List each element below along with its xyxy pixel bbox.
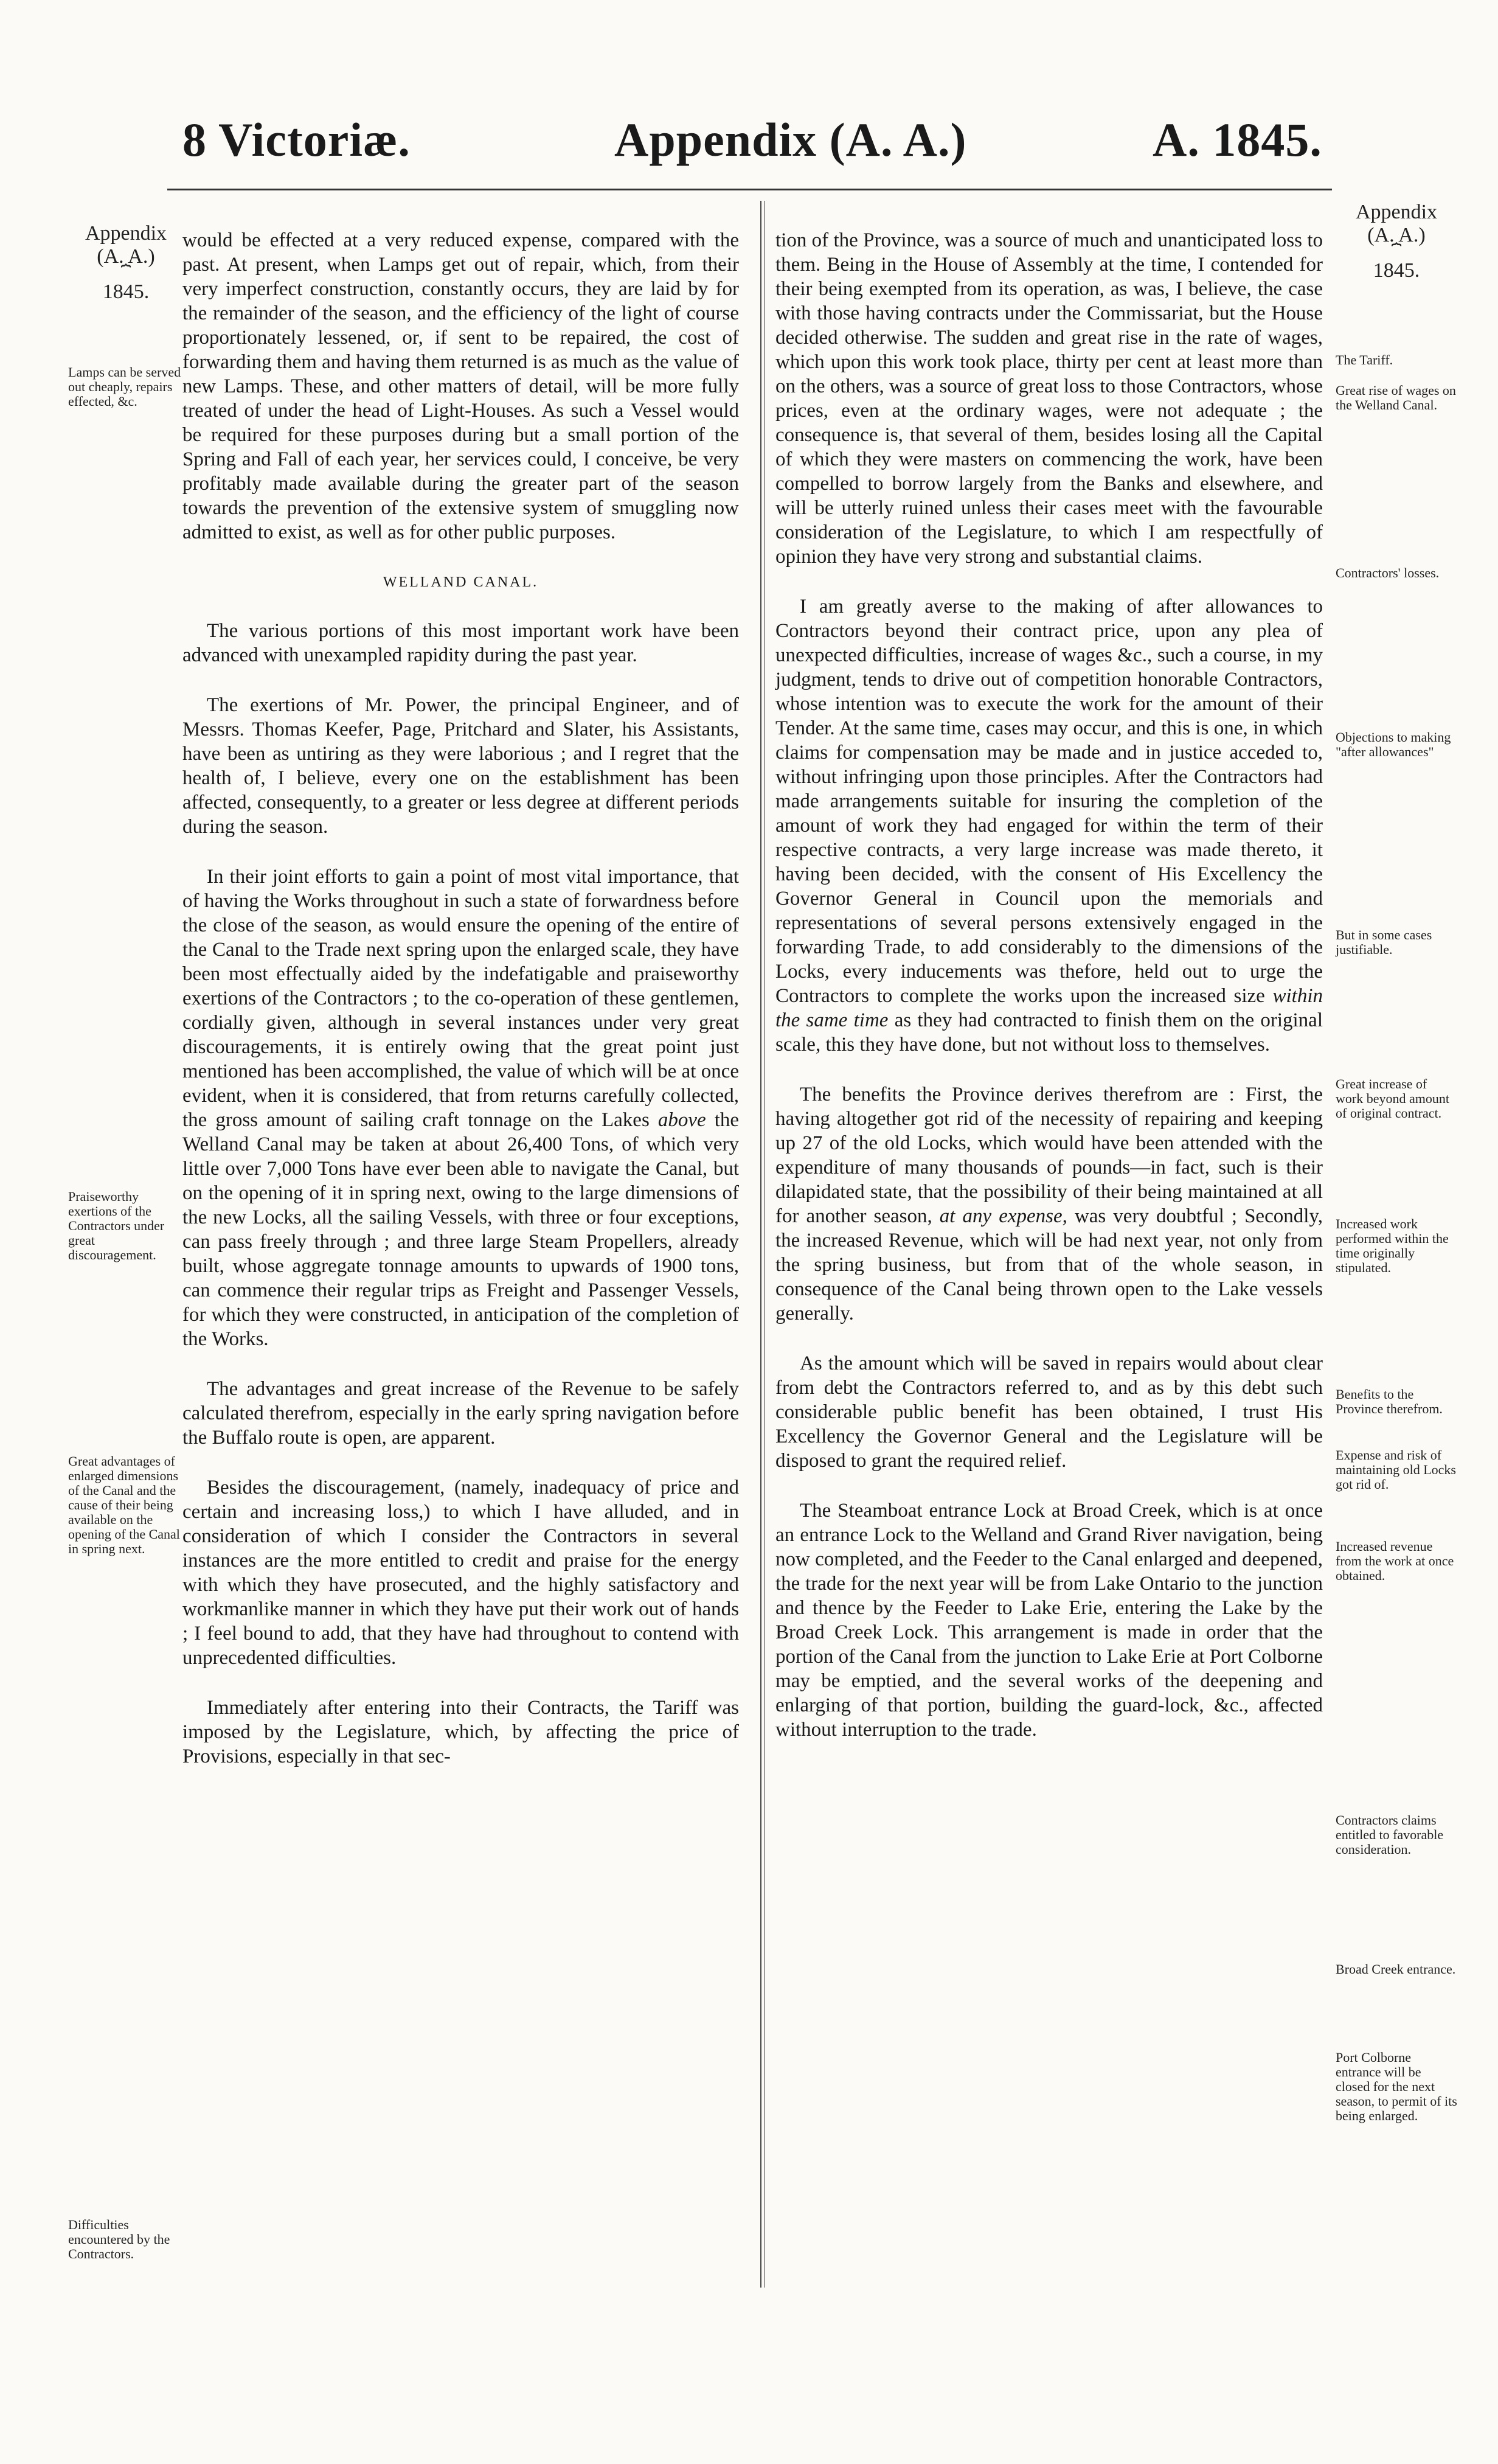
paragraph: The Steamboat entrance Lock at Broad Creek, which is at once an entrance Lock to the Welland and Grand River navigation, being now completed, and the Feeder to the Canal enlarged and deepened, the trade for the next year will be from Lake Ontario to the junction and thence by the Feeder to Lake Erie, entering the Lake by the Broad Creek Lock. This arrangement is made in order that the portion of the Canal from the junction to Lake Erie at Port Colborne may be emptied, and the several works of the deepening and enlarging of that portion, building the guard-lock, &c., affected without interruption to the trade.: [775, 1500, 1323, 1741]
emphasis: within the same time: [775, 985, 1323, 1031]
right-appendix-mark: [1336, 201, 1457, 282]
text-run: The benefits the Province derives therefrom are : First, the having altogether got rid of the necessity of repairing and keeping up 27 of the old Locks, which would have been attended with the expenditure of many thousands of pounds—in fact, such is their dilapidated state, that the possibility of their being maintained at all for another season,: [775, 1084, 1323, 1227]
paragraph: would be effected at a very reduced expense, compared with the past. At present, when Lamps get out of repair, which, from their very imperfect construction, constantly occurs, they are laid by for the remainder of the season, and the efficiency of the light of course proportionately lessened, or, if sent to be repaired, the cost of forwarding them and having them returned is as much as the value of new Lamps. These, and other matters of detail, will be more fully treated of under the head of Light-Houses. As such a Vessel would be required for these purposes during but a small portion of the Spring and Fall of each year, her services could, I conceive, be very profitably made available during the greater part of the season towards the prevention of the extensive system of smuggling now admitted to exist, as well as for other public purposes.: [182, 229, 739, 543]
brace-glyph: ⏞: [120, 265, 131, 284]
text-run: I am greatly averse to the making of after allowances to Contractors beyond their contract price, upon any plea of unexpected difficulties, increase of wages &c., such a course, in my judgment, tends to drive out of competition honorable Contractors, whose intention was to execute the work for the amount of their Tender. At the same time, cases may occur, and this is one, in which claims for compensation may be made and in justice acceded to, without infringing upon those principles. After the Contractors had made arrangements suitable for insuring the completion of the amount of work they had engaged for within the term of their respective contracts, a very large increase was made thereto, it having been decided, with the consent of His Excellency the Governor General in Council upon the memorials and representations of several persons extensively engaged in the forwarding Trade, to add considerably to the dimensions of the Locks, every inducements was thefore, held out to urge the Contractors to complete the works upon the increased size: [775, 596, 1323, 1007]
text-run: as they had contracted to finish them on the original scale, this they have done, but not without loss to themselves.: [775, 1009, 1323, 1056]
text-run: was very doubtful ; Secondly, the increased Revenue, which will be had next year, not only from the spring business, but from that of the whole season, in consequence of the Canal being thrown open to the Lake vessels generally.: [775, 1205, 1323, 1324]
margin-note: Increased revenue from the work at once obtained.: [1336, 1539, 1454, 1583]
left-appendix-mark: [68, 222, 184, 304]
margin-note: Expense and risk of maintaining old Locks got rid of.: [1336, 1447, 1456, 1492]
regnal-year: 8 Victoriæ.: [182, 113, 411, 166]
margin-note: Lamps can be served out cheaply, repairs effected, &c.: [68, 364, 181, 409]
paragraph-with-emphasis: [775, 1082, 1323, 1326]
right-column: [775, 228, 1323, 1767]
margin-note: Difficulties encountered by the Contractors.: [68, 2217, 170, 2261]
paragraph: The exertions of Mr. Power, the principal Engineer, and of Messrs. Thomas Keefer, Page, Pritchard and Slater, his Assistants, have been as untiring as they were laborious ; and I regret that the health of, I believe, every one on the establishment has been affected, consequently, to a greater or less degree at different periods during the season.: [182, 694, 739, 838]
emphasis: above: [657, 1109, 706, 1131]
column-divider: [760, 201, 761, 2288]
section-heading: WELLAND CANAL.: [383, 574, 539, 590]
margin-note: Great advantages of enlarged dimensions of the Canal and the cause of their being available on the opening of the Canal in spring next.: [68, 1453, 180, 1556]
margin-note: But in some cases justifiable.: [1336, 927, 1432, 957]
margin-note: Increased work performed within the time originally stipulated.: [1336, 1216, 1449, 1275]
text-run: the Welland Canal may be taken at about 26,400 Tons, of which very little over 7,000 Tons have ever been able to navigate the Canal, but on the opening of it in spring next, owing to the large dimensions of the new Locks, all the sailing Vessels, with three or four exceptions, can pass freely through ; and three large Steam Propellers, already built, whose aggregate tonnage amounts to upwards of 1900 tons, can commence their regular trips as Freight and Passenger Vessels, for which they were constructed, in anticipation of the completion of the Works.: [182, 1109, 740, 1350]
margin-note: Contractors' losses.: [1336, 565, 1440, 580]
year-label: A. 1845.: [1153, 113, 1322, 166]
appendix-label: Appendix: [1355, 201, 1438, 223]
appendix-ref: (A. A.): [1367, 224, 1426, 246]
margin-note: Port Colborne entrance will be closed for the next season, to permit of its being enlarged.: [1336, 2050, 1457, 2123]
margin-note: The Tariff.: [1336, 352, 1393, 367]
appendix-label: Appendix: [85, 222, 167, 245]
header-rule: [167, 189, 1332, 190]
margin-note: Praiseworthy exertions of the Contractors under great discouragement.: [68, 1189, 165, 1262]
page-header: [0, 0, 1498, 183]
margin-note: Benefits to the Province therefrom.: [1336, 1387, 1443, 1416]
margin-note: Great rise of wages on the Welland Canal.: [1336, 383, 1456, 412]
paragraph: The advantages and great increase of the Revenue to be safely calculated therefrom, especially in the early spring navigation before the Buffalo route is open, are apparent.: [182, 1378, 739, 1449]
column-divider-inner: [764, 201, 765, 2288]
paragraph: Besides the discouragement, (namely, inadequacy of price and certain and increasing loss,) to which I have alluded, and in consideration of which I consider the Contractors in several instances are the more entitled to credit and praise for the energy with which they have prosecuted, and the highly satisfactory and workmanlike manner in which they have put their work out of hands ; I feel bound to add, that they have had throughout to contend with unprecedented difficulties.: [182, 1477, 739, 1669]
brace-glyph: ⏞: [1391, 243, 1402, 262]
paragraph: As the amount which will be saved in repairs would about clear from debt the Contractors referred to, and as by this debt such considerable public benefit has been obtained, I trust His Excellency the Governor General and the Legislature will be disposed to grant the required relief.: [775, 1352, 1323, 1472]
paragraph: The various portions of this most important work have been advanced with unexampled rapidity during the past year.: [182, 620, 739, 666]
margin-note: Great increase of work beyond amount of original contract.: [1336, 1076, 1449, 1121]
paragraph-with-emphasis: [182, 865, 739, 1351]
paragraph-with-emphasis: [775, 594, 1323, 1057]
appendix-year: 1845.: [102, 280, 150, 303]
margin-note: Objections to making "after allowances": [1336, 729, 1451, 759]
margin-note: Broad Creek entrance.: [1336, 1961, 1456, 1977]
margin-note: Contractors claims entitled to favorable consideration.: [1336, 1812, 1444, 1857]
appendix-title: Appendix (A. A.): [614, 113, 967, 166]
appendix-ref: (A. A.): [97, 245, 155, 268]
emphasis: at any expense,: [939, 1205, 1067, 1227]
left-column: [182, 228, 739, 1794]
paragraph: Immediately after entering into their Contracts, the Tariff was imposed by the Legislature, which, by affecting the price of Provisions, especially in that sec-: [182, 1697, 739, 1767]
paragraph: tion of the Province, was a source of much and unanticipated loss to them. Being in the House of Assembly at the time, I contended for their being exempted from its operation, as was, I believe, the case with those having contracts under the Commissariat, but the House decided otherwise. The sudden and great rise in the rate of wages, which upon this work took place, thirty per cent at least more than on the others, was a source of great loss to those Contractors, whose prices, even at the ordinary wages, were not adequate ; the consequence is, that several of them, besides losing all the Capital of which they were masters on commencing the work, have been compelled to borrow largely from the Banks and elsewhere, and will be utterly ruined unless their cases meet with the favourable consideration of the Legislature, to which I am respectfully of opinion they have very strong and substantial claims.: [775, 229, 1323, 568]
appendix-year: 1845.: [1373, 259, 1420, 282]
text-run: In their joint efforts to gain a point of most vital importance, that of having the Works throughout in such a state of forwardness before the close of the season, as would ensure the opening of the entire of the Canal to the Trade next spring upon the enlarged scale, they have been most effectually aided by the indefatigable and praiseworthy exertions of the Contractors ; to the co-operation of these gentlemen, cordially given, although in several instances under very great discouragements, it is entirely owing that the great point just mentioned has been accomplished, the value of which will be at once evident, when it is considered, that from returns carefully collected, the gross amount of sailing craft tonnage on the Lakes: [182, 866, 739, 1131]
